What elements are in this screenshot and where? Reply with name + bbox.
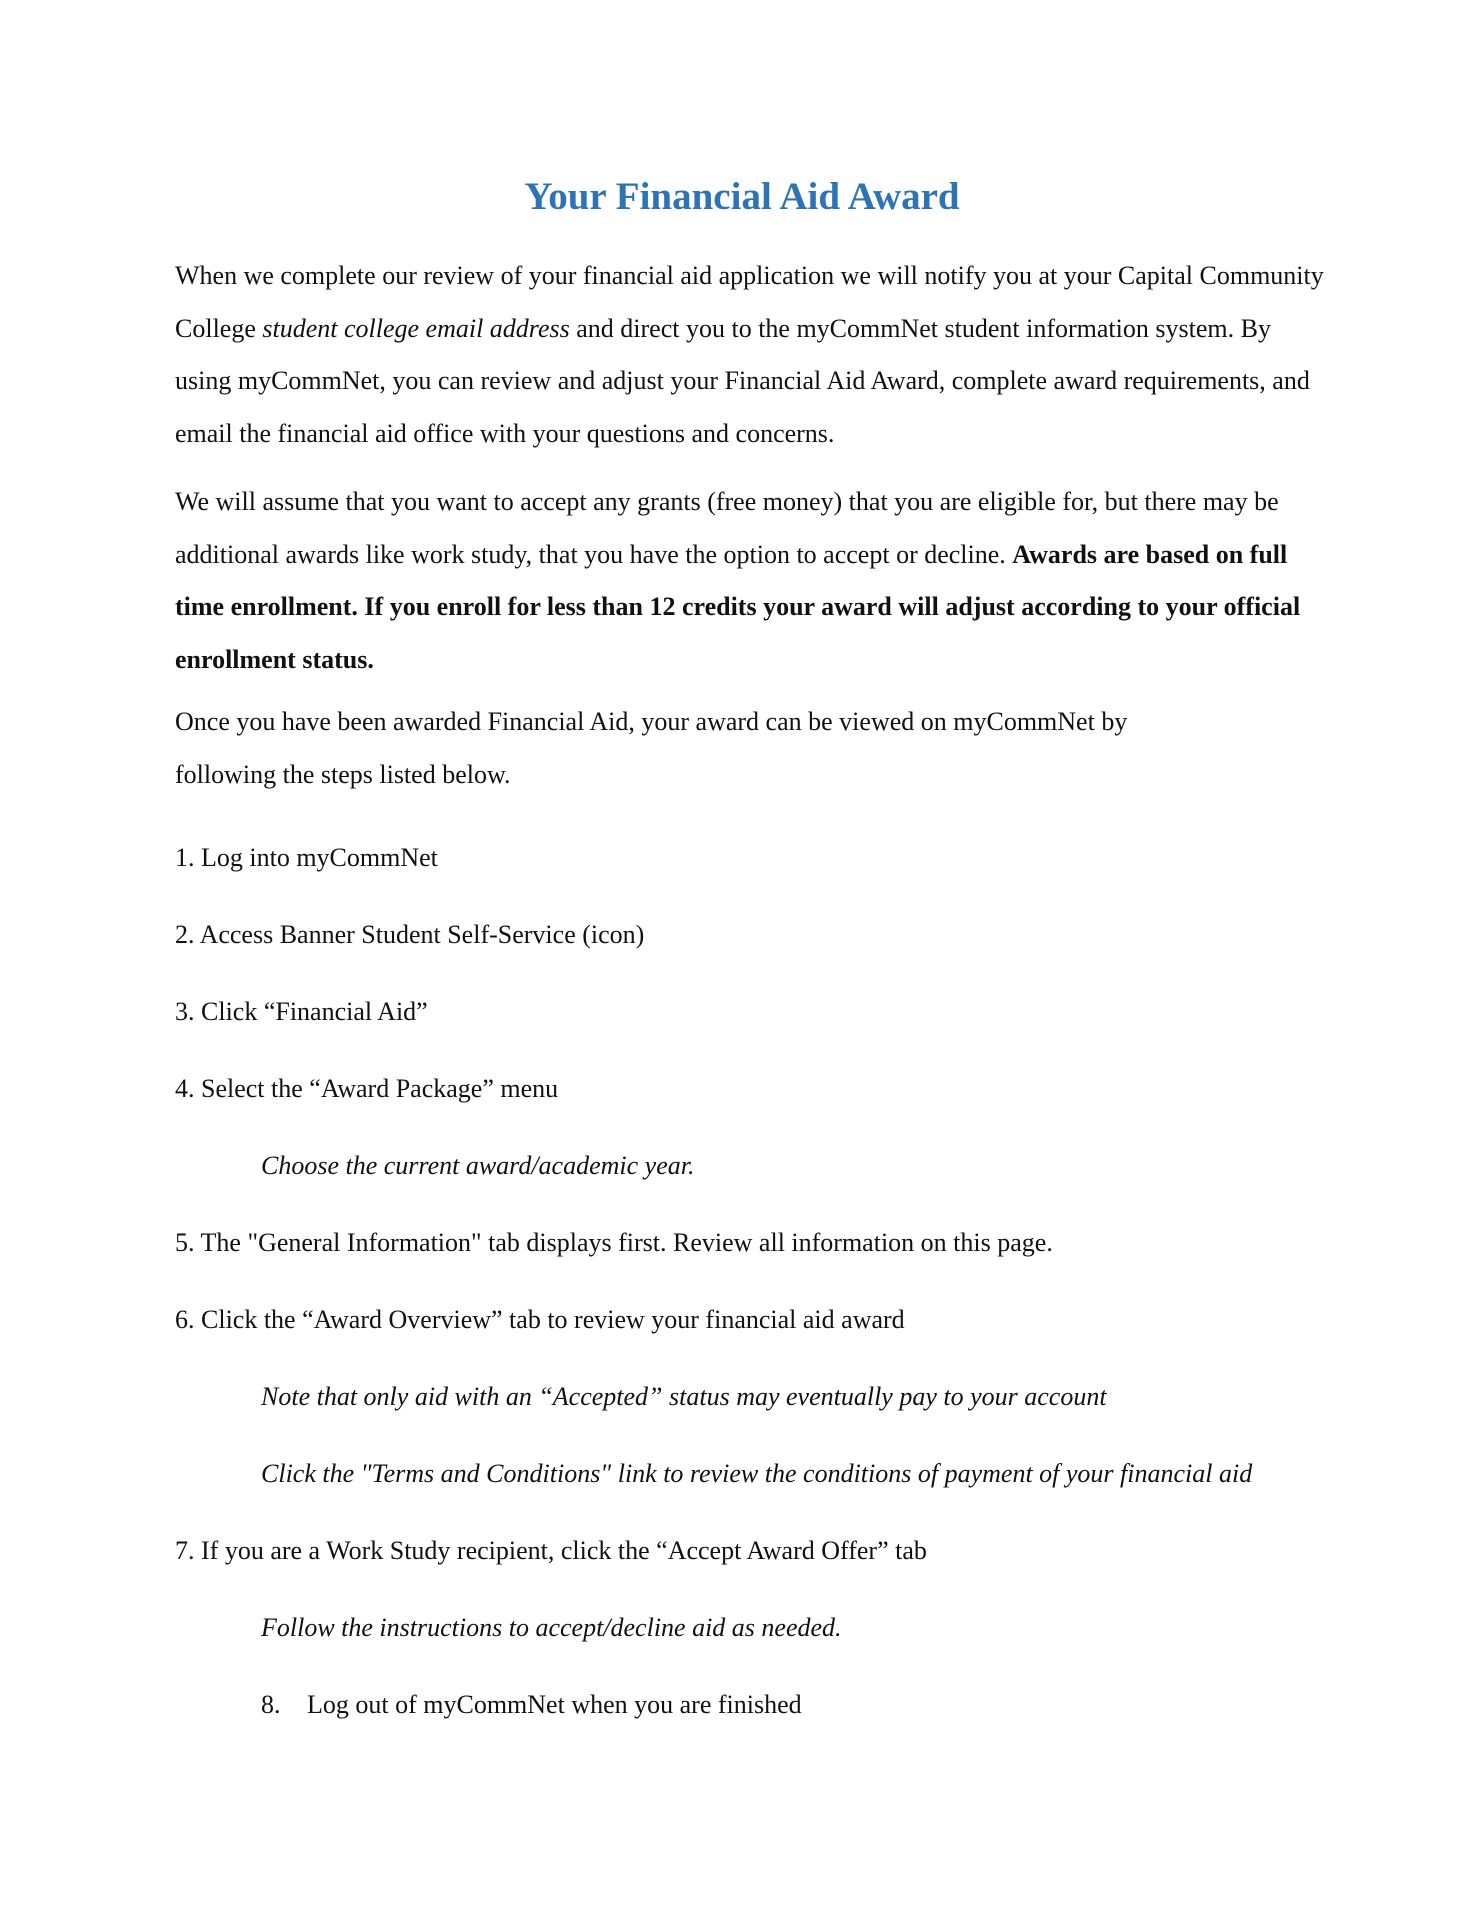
step-4-note: Choose the current award/academic year.: [261, 1151, 695, 1180]
intro-paragraph: [175, 250, 1325, 460]
intro-text-start: When we complete our review of your financial aid application we will notify you at your Capital Community College: [175, 261, 1324, 343]
grants-paragraph: [175, 476, 1325, 686]
step-6-note-terms: Click the "Terms and Conditions" link to review the conditions of payment of your financial aid: [261, 1459, 1253, 1488]
grants-text: We will assume that you want to accept any grants (free money) that you are eligible for, but there may be additional awards like work study, that you have the option to accept or decline.: [175, 487, 1279, 569]
step-1: 1. Log into myCommNet: [175, 843, 438, 872]
step-6: 6. Click the “Award Overview” tab to review your financial aid award: [175, 1305, 905, 1334]
steps-intro-paragraph: Once you have been awarded Financial Aid, your award can be viewed on myCommNet by following the steps listed below.: [175, 707, 1128, 789]
step-8: [261, 1685, 802, 1725]
step-7: 7. If you are a Work Study recipient, click the “Accept Award Offer” tab: [175, 1536, 927, 1565]
step-4: 4. Select the “Award Package” menu: [175, 1074, 559, 1103]
step-7-note: Follow the instructions to accept/decline aid as needed.: [261, 1613, 842, 1642]
step-3: 3. Click “Financial Aid”: [175, 997, 428, 1026]
step-6-note-accepted: Note that only aid with an “Accepted” status may eventually pay to your account: [261, 1382, 1107, 1411]
intro-text-end: and direct you to the myCommNet student information system. By using myCommNet, you can review and adjust your Financial Aid Award, complete award requirements, and email the financial aid office with your questions and concerns.: [175, 313, 1310, 448]
step-8-text: Log out of myCommNet when you are finished: [307, 1690, 802, 1719]
step-2: 2. Access Banner Student Self-Service (icon): [175, 920, 645, 949]
page-title: Your Financial Aid Award: [524, 175, 960, 218]
intro-italic-text: student college email address: [262, 313, 570, 343]
step-5: 5. The "General Information" tab displays first. Review all information on this page.: [175, 1228, 1053, 1257]
step-8-number: 8.: [261, 1690, 281, 1719]
enrollment-notice: Awards are based on full time enrollment. If you enroll for less than 12 credits your award will adjust according to your official enrollment status.: [175, 539, 1301, 674]
